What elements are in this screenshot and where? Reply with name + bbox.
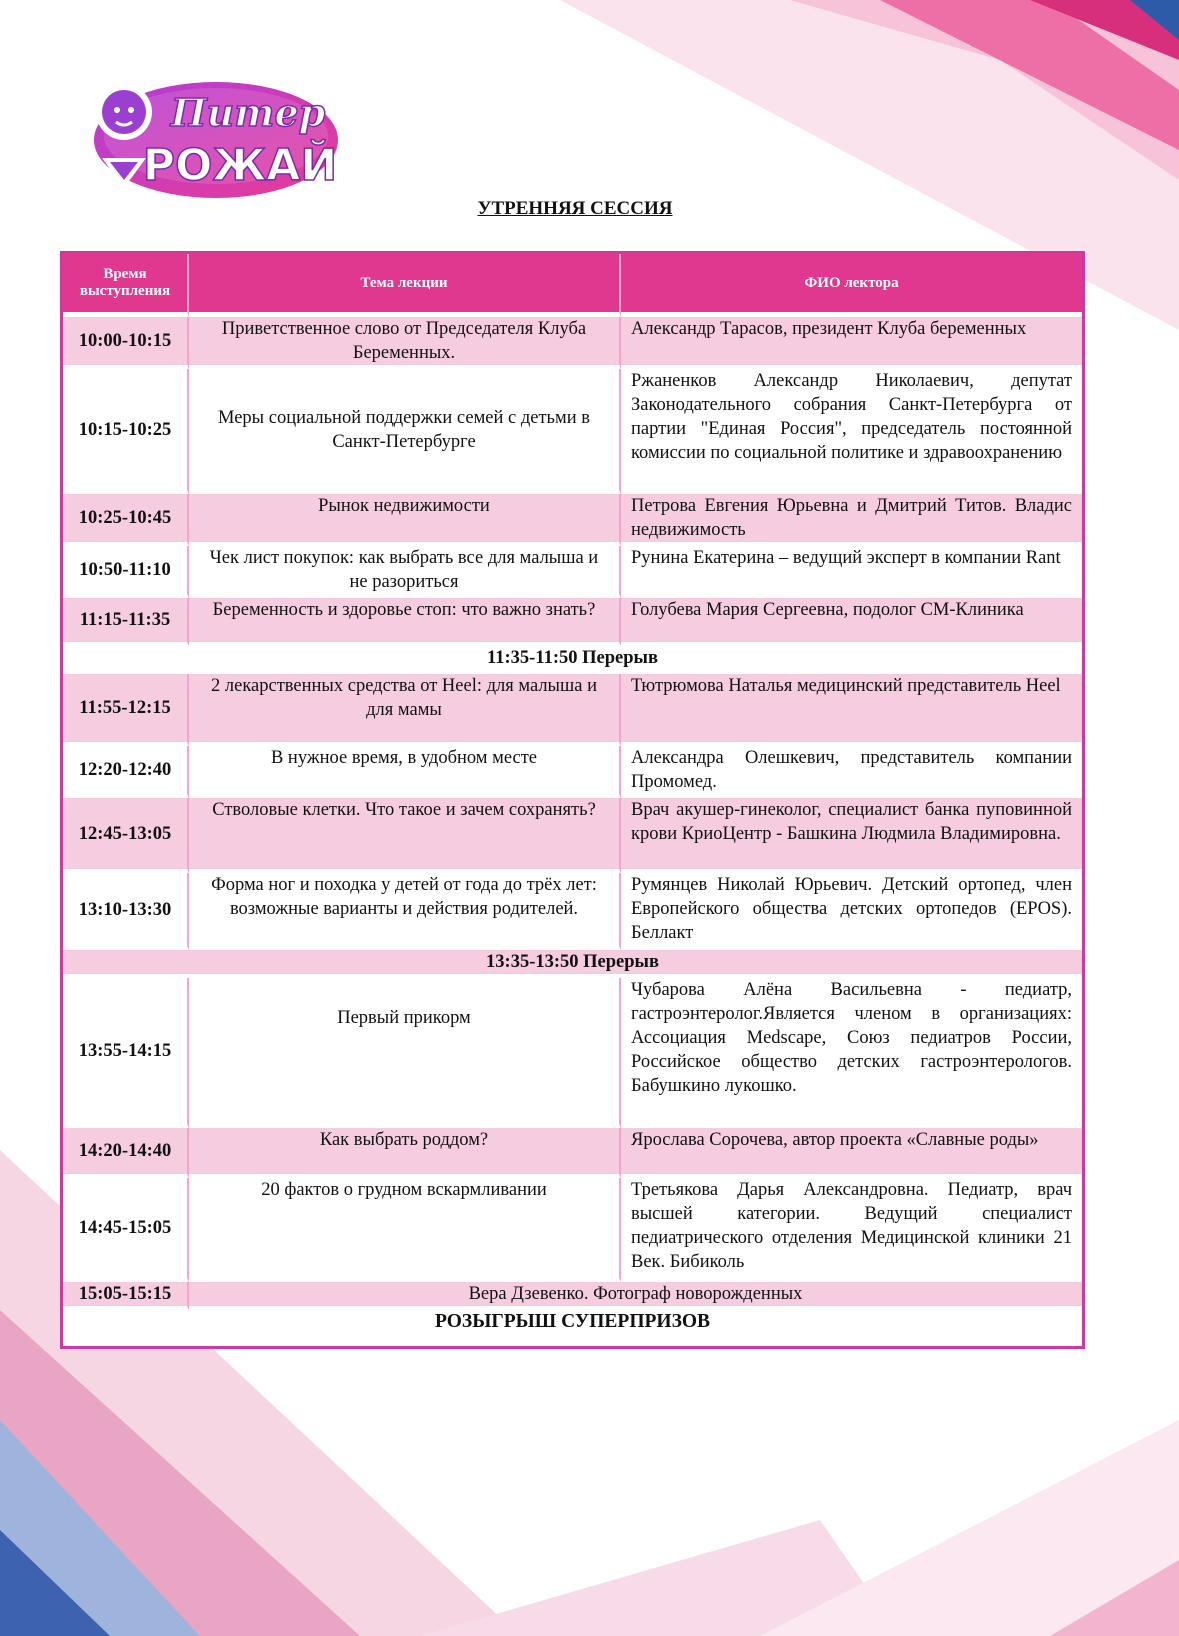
row-lecturer: Третьякова Дарья Александровна. Педиатр, врач высшей категории. Ведущий специалист педиатрического отделения Медицинской клиники 21 Век. Бибиколь xyxy=(621,1178,1082,1282)
row-time: 11:55-12:15 xyxy=(63,674,189,746)
schedule-table xyxy=(60,251,1085,1349)
row-lecturer: Голубева Мария Сергеевна, подолог СМ-Клиника xyxy=(621,598,1082,646)
row-lecturer: Ржаненков Александр Николаевич, депутат Законодательного собрания Санкт-Петербурга от партии "Единая Россия", председатель постоянной комиссии по социальной политике и здравоохранению xyxy=(621,369,1082,494)
row-time: 10:25-10:45 xyxy=(63,494,189,546)
column-header-topic: Тема лекции xyxy=(189,254,621,317)
table-row xyxy=(63,598,1082,646)
table-row xyxy=(63,873,1082,950)
row-topic: Как выбрать роддом? xyxy=(189,1128,621,1178)
table-row xyxy=(63,746,1082,798)
row-lecturer: Александр Тарасов, президент Клуба беременных xyxy=(621,317,1082,369)
row-time: 13:10-13:30 xyxy=(63,873,189,950)
row-topic: Меры социальной поддержки семей с детьми в Санкт-Петербурге xyxy=(189,369,621,494)
break-label: 13:35-13:50 Перерыв xyxy=(63,950,1082,978)
table-row xyxy=(63,798,1082,873)
finale-label: РОЗЫГРЫШ СУПЕРПРИЗОВ xyxy=(63,1310,1082,1346)
table-row xyxy=(63,494,1082,546)
row-full-text: Вера Дзевенко. Фотограф новорожденных xyxy=(189,1282,1082,1310)
row-time: 14:20-14:40 xyxy=(63,1128,189,1178)
table-row xyxy=(63,674,1082,746)
row-topic: Приветственное слово от Председателя Клуба Беременных. xyxy=(189,317,621,369)
row-time: 10:50-11:10 xyxy=(63,546,189,598)
row-time: 11:15-11:35 xyxy=(63,598,189,646)
row-time: 10:00-10:15 xyxy=(63,317,189,369)
row-lecturer: Александра Олешкевич, представитель компании Промомед. xyxy=(621,746,1082,798)
row-topic: Первый прикорм xyxy=(189,978,621,1128)
schedule-table-wrap xyxy=(60,251,1085,1349)
row-lecturer: Рунина Екатерина – ведущий эксперт в компании Rant xyxy=(621,546,1082,598)
logo-line1: Питер xyxy=(170,90,326,135)
row-lecturer: Румянцев Николай Юрьевич. Детский ортопед, член Европейского общества детских ортопедов (EPOS). Беллакт xyxy=(621,873,1082,950)
table-row xyxy=(63,1128,1082,1178)
break-row xyxy=(63,950,1082,978)
break-row xyxy=(63,646,1082,674)
table-header-row xyxy=(63,254,1082,317)
row-time: 14:45-15:05 xyxy=(63,1178,189,1282)
logo-line2: РОЖАЙ xyxy=(142,140,338,191)
row-topic: 2 лекарственных средства от Heel: для малыша и для мамы xyxy=(189,674,621,746)
row-lecturer: Ярослава Сорочева, автор проекта «Славные роды» xyxy=(621,1128,1082,1178)
row-time: 10:15-10:25 xyxy=(63,369,189,494)
row-topic: В нужное время, в удобном месте xyxy=(189,746,621,798)
session-title: УТРЕННЯЯ СЕССИЯ xyxy=(477,198,673,219)
row-lecturer: Врач акушер-гинеколог, специалист банка пуповинной крови КриоЦентр - Башкина Людмила Владимировна. xyxy=(621,798,1082,873)
row-lecturer: Чубарова Алёна Васильевна - педиатр, гастроэнтеролог.Является членом в организациях: Ассоциация Medscape, Союз педиатров России, Российское общество детских гастроэнтерологов. Бабушкино лукошко. xyxy=(621,978,1082,1128)
table-row xyxy=(63,978,1082,1128)
column-header-lecturer: ФИО лектора xyxy=(621,254,1082,317)
row-topic: Беременность и здоровье стоп: что важно знать? xyxy=(189,598,621,646)
row-time: 15:05-15:15 xyxy=(63,1282,189,1310)
row-time: 12:45-13:05 xyxy=(63,798,189,873)
break-label: 11:35-11:50 Перерыв xyxy=(63,646,1082,674)
row-time: 12:20-12:40 xyxy=(63,746,189,798)
column-header-time: Время выступления xyxy=(63,254,189,317)
row-topic: Стволовые клетки. Что такое и зачем сохранять? xyxy=(189,798,621,873)
finale-row xyxy=(63,1310,1082,1346)
table-row xyxy=(63,1178,1082,1282)
row-lecturer: Тютрюмова Наталья медицинский представитель Heel xyxy=(621,674,1082,746)
row-topic: Форма ног и походка у детей от года до трёх лет: возможные варианты и действия родителей. xyxy=(189,873,621,950)
table-row xyxy=(63,546,1082,598)
brand-logo xyxy=(88,62,338,212)
table-row xyxy=(63,369,1082,494)
row-topic: Рынок недвижимости xyxy=(189,494,621,546)
table-row xyxy=(63,317,1082,369)
row-lecturer: Петрова Евгения Юрьевна и Дмитрий Титов. Владис недвижимость xyxy=(621,494,1082,546)
row-time: 13:55-14:15 xyxy=(63,978,189,1128)
row-topic: 20 фактов о грудном вскармливании xyxy=(189,1178,621,1282)
row-topic: Чек лист покупок: как выбрать все для малыша и не разориться xyxy=(189,546,621,598)
table-row xyxy=(63,1282,1082,1310)
